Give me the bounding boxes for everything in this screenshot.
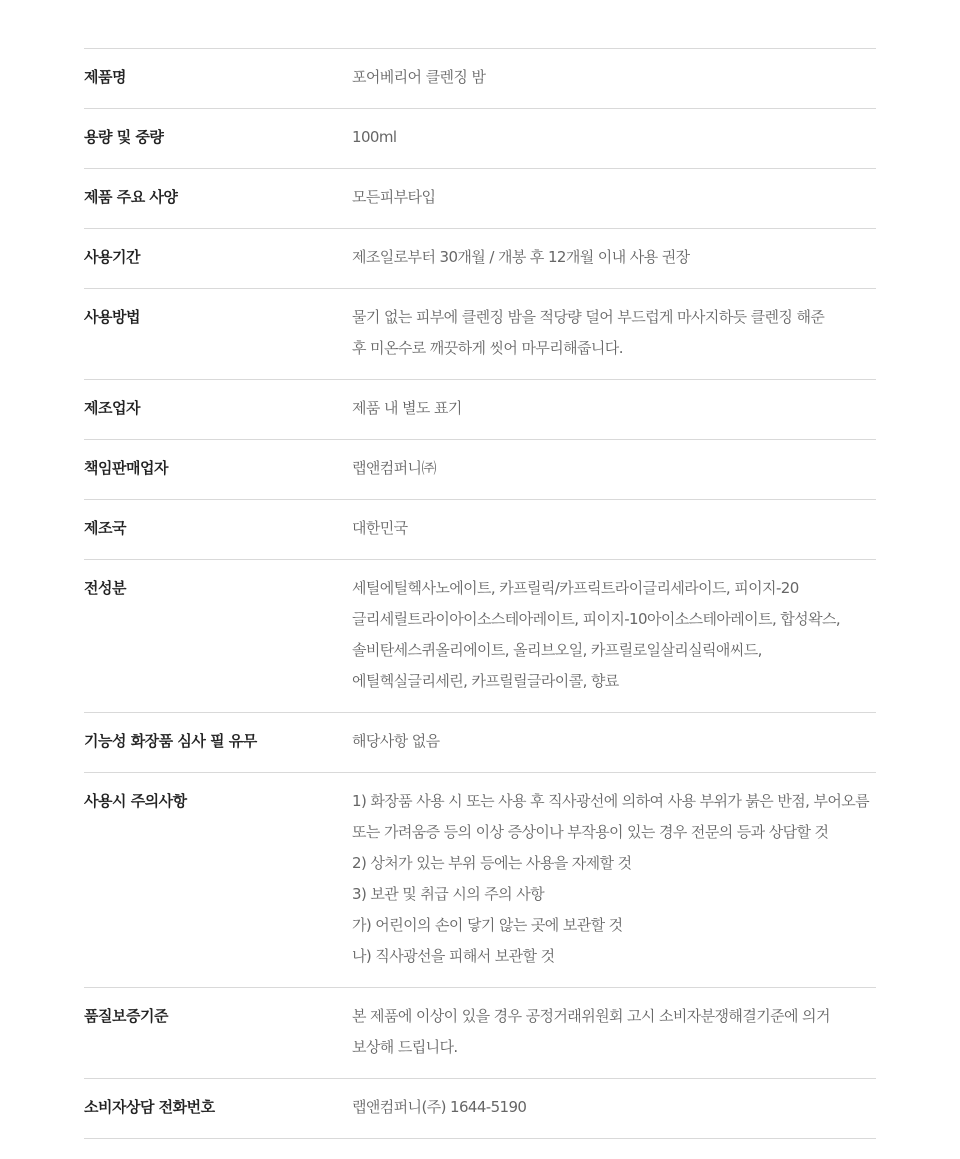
spec-label: 제조국 <box>84 519 126 537</box>
spec-row-main-spec <box>84 169 876 229</box>
spec-label: 제품 주요 사양 <box>84 188 178 206</box>
spec-row-volume <box>84 109 876 169</box>
spec-value-line: 제품 내 별도 표기 <box>352 399 462 417</box>
spec-row-customer-service <box>84 1079 876 1139</box>
spec-row-country <box>84 500 876 560</box>
spec-value-line: 후 미온수로 깨끗하게 씻어 마무리해줍니다. <box>352 339 623 357</box>
spec-value-line: 1) 화장품 사용 시 또는 사용 후 직사광선에 의하여 사용 부위가 붉은 반점, 부어오름 <box>352 792 870 810</box>
spec-value <box>352 1001 876 1063</box>
spec-row-ingredients <box>84 560 876 713</box>
spec-value-line: 물기 없는 피부에 클렌징 밤을 적당량 덜어 부드럽게 마사지하듯 클렌징 해준 <box>352 308 825 326</box>
spec-row-usage-period <box>84 229 876 289</box>
spec-value-line: 나) 직사광선을 피해서 보관할 것 <box>352 947 555 965</box>
spec-row-functional-review <box>84 713 876 773</box>
spec-label: 사용기간 <box>84 248 140 266</box>
spec-value <box>352 122 876 153</box>
spec-value-line: 솔비탄세스퀴올리에이트, 올리브오일, 카프릴로일살리실릭애씨드, <box>352 641 762 659</box>
spec-label: 기능성 화장품 심사 필 유무 <box>84 732 257 750</box>
spec-value-line: 100ml <box>352 128 397 146</box>
spec-value <box>352 302 876 364</box>
spec-value-line: 글리세릴트라이아이소스테아레이트, 피이지-10아이소스테아레이트, 합성왁스, <box>352 610 841 628</box>
product-info-table <box>84 48 876 1139</box>
spec-row-quality-guarantee <box>84 988 876 1079</box>
spec-label: 사용시 주의사항 <box>84 792 187 810</box>
spec-label: 품질보증기준 <box>84 1007 168 1025</box>
spec-value <box>352 182 876 213</box>
spec-row-manufacturer <box>84 380 876 440</box>
spec-value-line: 또는 가려움증 등의 이상 증상이나 부작용이 있는 경우 전문의 등과 상담할 것 <box>352 823 829 841</box>
spec-label: 제품명 <box>84 68 126 86</box>
spec-value-line: 보상해 드립니다. <box>352 1038 458 1056</box>
spec-value-line: 세틸에틸헥사노에이트, 카프릴릭/카프릭트라이글리세라이드, 피이지-20 <box>352 579 799 597</box>
spec-value <box>352 1092 876 1123</box>
spec-value <box>352 786 876 972</box>
spec-row-how-to-use <box>84 289 876 380</box>
spec-value-line: 랩앤컴퍼니㈜ <box>352 459 436 477</box>
spec-label: 사용방법 <box>84 308 140 326</box>
spec-value <box>352 242 876 273</box>
spec-label: 용량 및 중량 <box>84 128 164 146</box>
spec-value-line: 3) 보관 및 취급 시의 주의 사항 <box>352 885 544 903</box>
spec-value <box>352 453 876 484</box>
spec-value-line: 제조일로부터 30개월 / 개봉 후 12개월 이내 사용 권장 <box>352 248 690 266</box>
spec-label: 책임판매업자 <box>84 459 168 477</box>
spec-value-line: 가) 어린이의 손이 닿기 않는 곳에 보관할 것 <box>352 916 623 934</box>
spec-value <box>352 62 876 93</box>
spec-value-line: 2) 상처가 있는 부위 등에는 사용을 자제할 것 <box>352 854 632 872</box>
spec-value <box>352 726 876 757</box>
spec-value-line: 대한민국 <box>352 519 408 537</box>
spec-value-line: 모든피부타입 <box>352 188 436 206</box>
spec-value-line: 에틸헥실글리세린, 카프릴릴글라이콜, 향료 <box>352 672 619 690</box>
spec-row-product-name <box>84 49 876 109</box>
spec-label: 소비자상담 전화번호 <box>84 1098 215 1116</box>
spec-value-line: 포어베리어 클렌징 밤 <box>352 68 486 86</box>
spec-value-line: 본 제품에 이상이 있을 경우 공정거래위원회 고시 소비자분쟁해결기준에 의거 <box>352 1007 830 1025</box>
spec-row-seller <box>84 440 876 500</box>
spec-label: 제조업자 <box>84 399 140 417</box>
spec-value-line: 랩앤컴퍼니(주) 1644-5190 <box>352 1098 527 1116</box>
spec-value <box>352 513 876 544</box>
spec-value <box>352 393 876 424</box>
spec-label: 전성분 <box>84 579 126 597</box>
spec-row-precautions <box>84 773 876 988</box>
spec-value-line: 해당사항 없음 <box>352 732 440 750</box>
spec-value <box>352 573 876 697</box>
